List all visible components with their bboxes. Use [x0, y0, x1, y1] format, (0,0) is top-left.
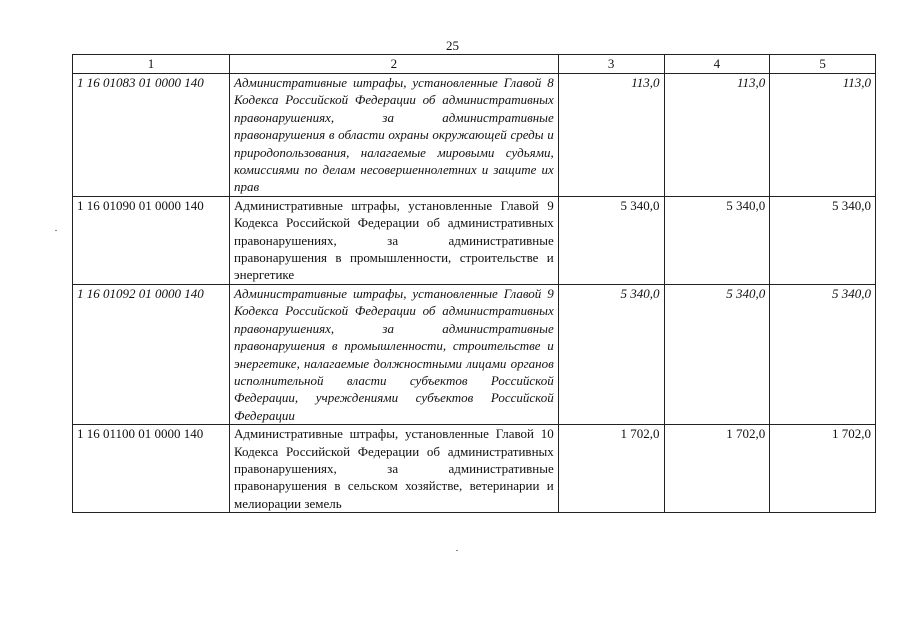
- table-row: [73, 284, 876, 424]
- amount-col3: 5 340,0: [558, 284, 664, 424]
- amount-col4: 5 340,0: [664, 196, 770, 284]
- amount-col3: 1 702,0: [558, 425, 664, 513]
- column-header-4: 4: [664, 55, 770, 74]
- table-row: [73, 196, 876, 284]
- scan-speck: [55, 230, 57, 231]
- table-row: [73, 425, 876, 513]
- budget-code: 1 16 01083 01 0000 140: [73, 74, 230, 197]
- amount-col5: 1 702,0: [770, 425, 876, 513]
- amount-col4: 5 340,0: [664, 284, 770, 424]
- revenue-description: Административные штрафы, установленные Главой 9 Кодекса Российской Федерации об административных правонарушениях, за административные правонарушения в промышленности, строительстве и энергетике, налагаемые должностными лицами органов исполнительной власти субъектов Российской Федерации, учреждениями субъектов Российской Федерации: [230, 284, 559, 424]
- revenue-description: Административные штрафы, установленные Главой 9 Кодекса Российской Федерации об административных правонарушениях, за административные правонарушения в промышленности, строительстве и энергетике: [230, 196, 559, 284]
- revenue-description: Административные штрафы, установленные Главой 10 Кодекса Российской Федерации об административных правонарушениях, за административные правонарушения в сельском хозяйстве, ветеринарии и мелиорации земель: [230, 425, 559, 513]
- column-header-2: 2: [230, 55, 559, 74]
- amount-col4: 113,0: [664, 74, 770, 197]
- column-header-3: 3: [558, 55, 664, 74]
- amount-col3: 5 340,0: [558, 196, 664, 284]
- amount-col5: 113,0: [770, 74, 876, 197]
- revenue-description: Административные штрафы, установленные Главой 8 Кодекса Российской Федерации об административных правонарушениях, за административные правонарушения в области охраны окружающей среды и природопользования, налагаемые мировыми судьями, комиссиями по делам несовершеннолетних и защите их прав: [230, 74, 559, 197]
- table-row: [73, 74, 876, 197]
- amount-col5: 5 340,0: [770, 196, 876, 284]
- budget-code: 1 16 01090 01 0000 140: [73, 196, 230, 284]
- table-header-row: [73, 55, 876, 74]
- budget-code: 1 16 01092 01 0000 140: [73, 284, 230, 424]
- amount-col3: 113,0: [558, 74, 664, 197]
- scan-speck: [456, 550, 458, 551]
- amount-col5: 5 340,0: [770, 284, 876, 424]
- amount-col4: 1 702,0: [664, 425, 770, 513]
- column-header-5: 5: [770, 55, 876, 74]
- page-number: 25: [446, 38, 459, 53]
- column-header-1: 1: [73, 55, 230, 74]
- budget-code: 1 16 01100 01 0000 140: [73, 425, 230, 513]
- budget-table: [72, 54, 876, 513]
